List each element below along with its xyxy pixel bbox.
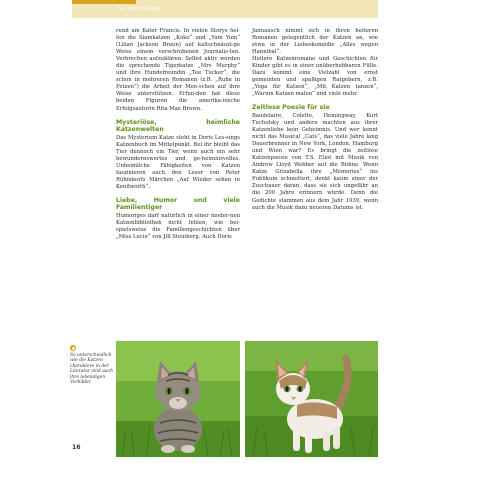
photo-caption (70, 345, 115, 385)
heading-love-humor: Liebe, Humor und viele Familientiger (116, 196, 240, 212)
paragraph-poetry: Baudelaire, Colette, Hemingway, Kurt Tucholsky und andere machten aus ihrer Katzenliebe kein Geheimnis. Und wer kennt nicht das Musical „Cats“, das viele Jahre lang Dauerbrenner in New York, London, Hamburg und Wien war? Es bringt die zeitlose Katzenpoesie von T.S. Eliot mit Musik von Andrew Lloyd Webber auf die Bühne. Wenn Katze Grizabella ihre „Memories“ ins Publikum schmettert, denkt kaum einer der Zuschauer daran, dass sie sich ungefähr an die 200 Jahre erinnern würde. Denn die Gedichte stammen aus dem Jahr 1939, wenn auch die Musik dazu neueren Datums ist. (252, 112, 378, 211)
paragraph-intro-left: rund um Kater Francis. In vielen Storys hel-fen die Siamkatzen „Koko“ und „Yum Yum“ (Lilian Jackson Braun) auf kaltschnäuzi-ge Weise einem verschrobenen Journalis-ten. Verbrechen aufzuklären. Selbst aktiv werden die sprechende Tigerkatze „Mrs Murphy“ und ihre Hundefreundin „Tee Tucker“, die schon in mehreren Romanen (z.B. „Ruhe in Fetzen“) die Arbeit der Men-schen auf ihre Weise unterstützen. Erfun-den hat diese beiden Figuren die amerika-nische Erfolgsautorin Rita Mae Brown. (116, 28, 240, 112)
white-tabby-kitten-photo (245, 341, 378, 457)
paragraph-intro-right-2: Heitere Katzenromane und Geschichten für Kinder gibt es in einer unüberhebbaren Fülle. Dazu kommt eine Vielzahl von ernst gemeinten und spaßigen Ratgebern, z.B. „Yoga für Katzen“, „Mit Katzen tanzen“, „Warum Katzen malen“ und viele mehr. (252, 56, 378, 98)
tabby-kitten-photo (116, 341, 240, 457)
paragraph-humor: Humoriges darf natürlich in einer moder-nen Katzenbibliothek nicht fehlen, wie bei-spielsweise die Familiengeschichten über „Miss Lucie“ von Jill Steinberg. Auch Doris (116, 212, 240, 241)
paragraph-mysterious: Das Mysterium Katze steht in Doris Les-sings Katzenbuch im Mittelpunkt. Bei ihr bleibt das Tier dennoch ein Tier, wenn auch ein sehr bewundernswertes und ge-heimnisvolles. Unheimliche Fähigkeiten von Katzen faszinieren auch den Leser von Peter Rühmkorfs Märchen „Auf Wieder sehen in Kenilworth“. (116, 134, 240, 190)
section-title: So sind Katzen (118, 6, 163, 12)
heading-mysterious-worlds: Mysteriöse, heimliche Katzenwelten (116, 118, 240, 134)
header-accent-stripe (72, 0, 136, 4)
heading-timeless-poetry: Zeitlose Poesie für sie (252, 104, 330, 112)
paragraph-intro-right-1: Jannausch nimmt sich in ihren heiteren Romanen gelegentlich der Katzen an, wie etwa in der Liebeskomödie „Alles wegen Hannibal“. (252, 28, 378, 56)
white-tabby-kitten-image (245, 341, 378, 457)
tabby-kitten-image (116, 341, 240, 457)
text-column-right (252, 28, 378, 212)
page-number: 16 (72, 444, 81, 451)
caption-text: So unterschiedlich wie die Katzen charaktere in der Literatur sind auch ihre lebendigen Vorbilder. (70, 353, 113, 386)
caption-marker-icon (70, 345, 76, 351)
text-column-left (116, 28, 240, 241)
